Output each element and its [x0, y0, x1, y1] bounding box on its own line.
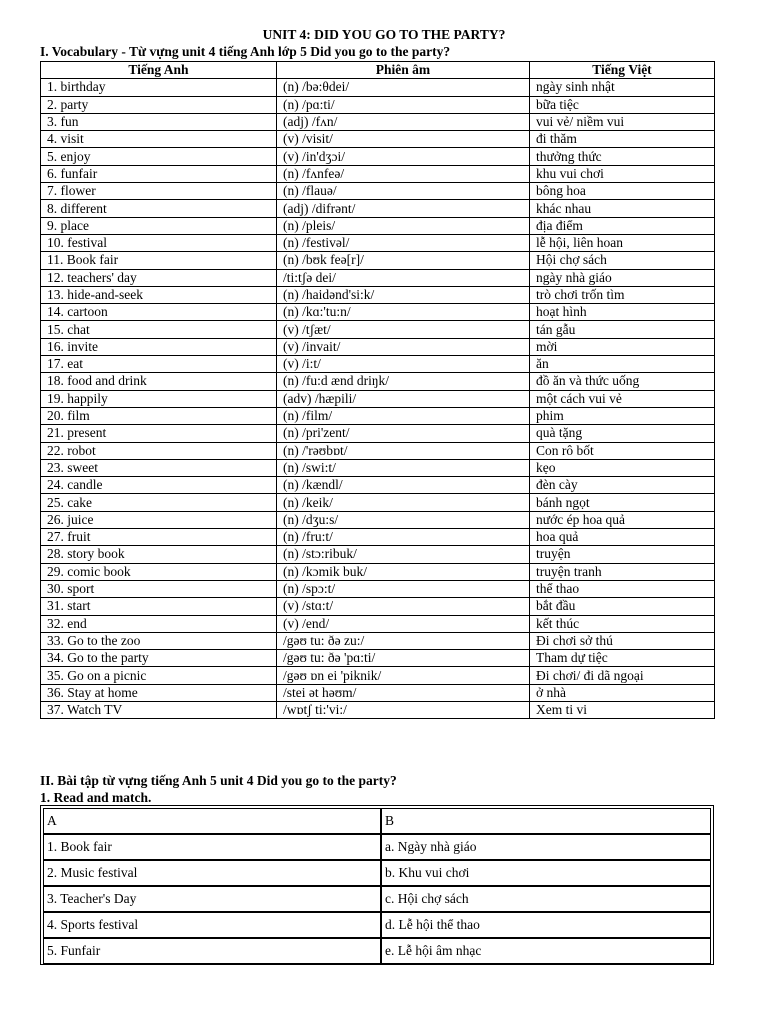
- pronunciation: (n) /fu:d ænd driŋk/: [277, 373, 530, 390]
- pronunciation: (n) /festivəl/: [277, 234, 530, 251]
- pronunciation: (n) /haidənd'si:k/: [277, 286, 530, 303]
- vietnamese-meaning: kết thúc: [530, 615, 715, 632]
- vocabulary-row: [41, 563, 715, 580]
- pronunciation: (n) /pri'zent/: [277, 425, 530, 442]
- english-word: 1. birthday: [41, 79, 277, 96]
- page-title: UNIT 4: DID YOU GO TO THE PARTY?: [262, 27, 506, 42]
- pronunciation: (n) /'rəʊbɒt/: [277, 442, 530, 459]
- pronunciation: (n) /dʒu:s/: [277, 511, 530, 528]
- pronunciation: (n) /spɔ:t/: [277, 580, 530, 597]
- english-word: 9. place: [41, 217, 277, 234]
- english-word: 30. sport: [41, 580, 277, 597]
- vocabulary-row: [41, 113, 715, 130]
- english-word: 28. story book: [41, 546, 277, 563]
- vietnamese-meaning: truyện: [530, 546, 715, 563]
- vocabulary-header-row: [41, 62, 715, 79]
- vietnamese-meaning: thưởng thức: [530, 148, 715, 165]
- match-table-frame: [40, 805, 714, 965]
- english-word: 11. Book fair: [41, 252, 277, 269]
- vocabulary-row: [41, 546, 715, 563]
- vietnamese-meaning: kẹo: [530, 459, 715, 476]
- match-row: [43, 834, 711, 860]
- vocabulary-row: [41, 667, 715, 684]
- pronunciation: /stei ət həʊm/: [277, 684, 530, 701]
- vocabulary-row: [41, 200, 715, 217]
- english-word: 21. present: [41, 425, 277, 442]
- vocabulary-row: [41, 529, 715, 546]
- vocabulary-row: [41, 701, 715, 718]
- english-word: 33. Go to the zoo: [41, 632, 277, 649]
- vietnamese-meaning: Tham dự tiệc: [530, 650, 715, 667]
- vietnamese-meaning: truyện tranh: [530, 563, 715, 580]
- english-word: 37. Watch TV: [41, 701, 277, 718]
- column-a-item: 1. Book fair: [43, 834, 381, 860]
- vietnamese-meaning: mời: [530, 338, 715, 355]
- column-b-item: b. Khu vui chơi: [381, 860, 711, 886]
- english-word: 5. enjoy: [41, 148, 277, 165]
- vietnamese-meaning: hoa quả: [530, 529, 715, 546]
- vietnamese-meaning: Đi chơi/ đi dã ngoại: [530, 667, 715, 684]
- match-row: [43, 938, 711, 964]
- english-word: 24. candle: [41, 477, 277, 494]
- column-b-item: c. Hội chợ sách: [381, 886, 711, 912]
- vietnamese-meaning: lễ hội, liên hoan: [530, 234, 715, 251]
- vocabulary-row: [41, 252, 715, 269]
- pronunciation: (v) /i:t/: [277, 356, 530, 373]
- vocabulary-row: [41, 390, 715, 407]
- english-word: 18. food and drink: [41, 373, 277, 390]
- read-and-match-heading: 1. Read and match.: [40, 790, 152, 805]
- pronunciation: (n) /bʊk feə[r]/: [277, 252, 530, 269]
- vocabulary-row: [41, 650, 715, 667]
- english-word: 36. Stay at home: [41, 684, 277, 701]
- vocabulary-row: [41, 183, 715, 200]
- header-english: Tiếng Anh: [41, 62, 277, 79]
- column-a-item: 5. Funfair: [43, 938, 381, 964]
- vietnamese-meaning: khu vui chơi: [530, 165, 715, 182]
- english-word: 16. invite: [41, 338, 277, 355]
- english-word: 13. hide-and-seek: [41, 286, 277, 303]
- vietnamese-meaning: ở nhà: [530, 684, 715, 701]
- match-rows: [43, 808, 711, 964]
- pronunciation: (n) /film/: [277, 407, 530, 424]
- pronunciation: (v) /in'dʒɔi/: [277, 148, 530, 165]
- pronunciation: (n) /kɑ:'tu:n/: [277, 304, 530, 321]
- pronunciation: (v) /end/: [277, 615, 530, 632]
- vietnamese-meaning: Con rô bốt: [530, 442, 715, 459]
- vietnamese-meaning: bắt đầu: [530, 598, 715, 615]
- pronunciation: (n) /kændl/: [277, 477, 530, 494]
- vietnamese-meaning: một cách vui vẻ: [530, 390, 715, 407]
- vocabulary-row: [41, 286, 715, 303]
- pronunciation: (v) /invait/: [277, 338, 530, 355]
- vietnamese-meaning: ngày sinh nhật: [530, 79, 715, 96]
- vocabulary-rows: [41, 79, 715, 719]
- vietnamese-meaning: phim: [530, 407, 715, 424]
- english-word: 22. robot: [41, 442, 277, 459]
- pronunciation: (v) /stɑ:t/: [277, 598, 530, 615]
- pronunciation: (n) /pɑ:ti/: [277, 96, 530, 113]
- column-b-item: e. Lễ hội âm nhạc: [381, 938, 711, 964]
- vietnamese-meaning: ăn: [530, 356, 715, 373]
- vocabulary-row: [41, 373, 715, 390]
- vocabulary-row: [41, 165, 715, 182]
- vietnamese-meaning: bữa tiệc: [530, 96, 715, 113]
- vocabulary-row: [41, 425, 715, 442]
- column-b-header: B: [381, 808, 711, 834]
- vietnamese-meaning: trò chơi trốn tìm: [530, 286, 715, 303]
- column-a-item: 2. Music festival: [43, 860, 381, 886]
- english-word: 12. teachers' day: [41, 269, 277, 286]
- vietnamese-meaning: khác nhau: [530, 200, 715, 217]
- pronunciation: /ti:tʃə dei/: [277, 269, 530, 286]
- pronunciation: (n) /pleis/: [277, 217, 530, 234]
- vocabulary-row: [41, 148, 715, 165]
- english-word: 3. fun: [41, 113, 277, 130]
- pronunciation: /gəʊ ɒn ei 'piknik/: [277, 667, 530, 684]
- pronunciation: (n) /swi:t/: [277, 459, 530, 476]
- english-word: 29. comic book: [41, 563, 277, 580]
- pronunciation: (v) /visit/: [277, 131, 530, 148]
- vietnamese-meaning: đồ ăn và thức uống: [530, 373, 715, 390]
- vietnamese-meaning: địa điểm: [530, 217, 715, 234]
- pronunciation: (n) /fʌnfeə/: [277, 165, 530, 182]
- column-b-item: d. Lễ hội thể thao: [381, 912, 711, 938]
- vocabulary-row: [41, 477, 715, 494]
- vocabulary-row: [41, 632, 715, 649]
- english-word: 7. flower: [41, 183, 277, 200]
- vietnamese-meaning: hoạt hình: [530, 304, 715, 321]
- vietnamese-meaning: Đi chơi sở thú: [530, 632, 715, 649]
- vocabulary-row: [41, 580, 715, 597]
- english-word: 8. different: [41, 200, 277, 217]
- pronunciation: (n) /fru:t/: [277, 529, 530, 546]
- pronunciation: (v) /tʃæt/: [277, 321, 530, 338]
- column-b-item: a. Ngày nhà giáo: [381, 834, 711, 860]
- pronunciation: /gəʊ tu: ðə 'pɑ:ti/: [277, 650, 530, 667]
- vocabulary-row: [41, 615, 715, 632]
- english-word: 15. chat: [41, 321, 277, 338]
- english-word: 32. end: [41, 615, 277, 632]
- vocabulary-row: [41, 442, 715, 459]
- vocabulary-row: [41, 304, 715, 321]
- english-word: 25. cake: [41, 494, 277, 511]
- vietnamese-meaning: đèn cày: [530, 477, 715, 494]
- match-row: [43, 886, 711, 912]
- english-word: 26. juice: [41, 511, 277, 528]
- vietnamese-meaning: ngày nhà giáo: [530, 269, 715, 286]
- vietnamese-meaning: thể thao: [530, 580, 715, 597]
- vocabulary-row: [41, 459, 715, 476]
- match-header-row: [43, 808, 711, 834]
- vietnamese-meaning: Xem ti vi: [530, 701, 715, 718]
- vocabulary-row: [41, 217, 715, 234]
- english-word: 34. Go to the party: [41, 650, 277, 667]
- vocabulary-row: [41, 79, 715, 96]
- pronunciation: /gəʊ tu: ðə zu:/: [277, 632, 530, 649]
- english-word: 19. happily: [41, 390, 277, 407]
- vocabulary-row: [41, 598, 715, 615]
- vietnamese-meaning: tán gẫu: [530, 321, 715, 338]
- vocabulary-row: [41, 131, 715, 148]
- vocabulary-table: [40, 61, 715, 719]
- vocabulary-row: [41, 269, 715, 286]
- vocabulary-row: [41, 494, 715, 511]
- vietnamese-meaning: bánh ngọt: [530, 494, 715, 511]
- english-word: 14. cartoon: [41, 304, 277, 321]
- english-word: 10. festival: [41, 234, 277, 251]
- column-a-header: A: [43, 808, 381, 834]
- pronunciation: (n) /stɔ:ribuk/: [277, 546, 530, 563]
- vocabulary-row: [41, 234, 715, 251]
- vocabulary-row: [41, 511, 715, 528]
- column-a-item: 4. Sports festival: [43, 912, 381, 938]
- english-word: 2. party: [41, 96, 277, 113]
- match-table: [43, 808, 711, 964]
- vietnamese-meaning: Hội chợ sách: [530, 252, 715, 269]
- header-vietnamese: Tiếng Việt: [530, 62, 715, 79]
- exercise-heading: II. Bài tập từ vựng tiếng Anh 5 unit 4 Did you go to the party?: [40, 773, 397, 788]
- pronunciation: (adj) /difrənt/: [277, 200, 530, 217]
- english-word: 4. visit: [41, 131, 277, 148]
- vocabulary-row: [41, 684, 715, 701]
- english-word: 20. film: [41, 407, 277, 424]
- english-word: 17. eat: [41, 356, 277, 373]
- vietnamese-meaning: vui vẻ/ niềm vui: [530, 113, 715, 130]
- vietnamese-meaning: nước ép hoa quả: [530, 511, 715, 528]
- match-row: [43, 860, 711, 886]
- column-a-item: 3. Teacher's Day: [43, 886, 381, 912]
- pronunciation: (n) /flauə/: [277, 183, 530, 200]
- vocabulary-row: [41, 338, 715, 355]
- vocabulary-row: [41, 321, 715, 338]
- pronunciation: (n) /keik/: [277, 494, 530, 511]
- english-word: 23. sweet: [41, 459, 277, 476]
- vocabulary-row: [41, 96, 715, 113]
- english-word: 27. fruit: [41, 529, 277, 546]
- vietnamese-meaning: bông hoa: [530, 183, 715, 200]
- vietnamese-meaning: đi thăm: [530, 131, 715, 148]
- english-word: 6. funfair: [41, 165, 277, 182]
- header-pronunciation: Phiên âm: [277, 62, 530, 79]
- pronunciation: (adj) /fʌn/: [277, 113, 530, 130]
- match-row: [43, 912, 711, 938]
- vocabulary-heading: I. Vocabulary - Từ vựng unit 4 tiếng Anh lớp 5 Did you go to the party?: [40, 44, 451, 59]
- pronunciation: /wɒtʃ ti:'vi:/: [277, 701, 530, 718]
- pronunciation: (adv) /hæpili/: [277, 390, 530, 407]
- pronunciation: (n) /bə:θdei/: [277, 79, 530, 96]
- vietnamese-meaning: quà tặng: [530, 425, 715, 442]
- english-word: 35. Go on a picnic: [41, 667, 277, 684]
- vocabulary-row: [41, 356, 715, 373]
- english-word: 31. start: [41, 598, 277, 615]
- pronunciation: (n) /kɔmik buk/: [277, 563, 530, 580]
- vocabulary-row: [41, 407, 715, 424]
